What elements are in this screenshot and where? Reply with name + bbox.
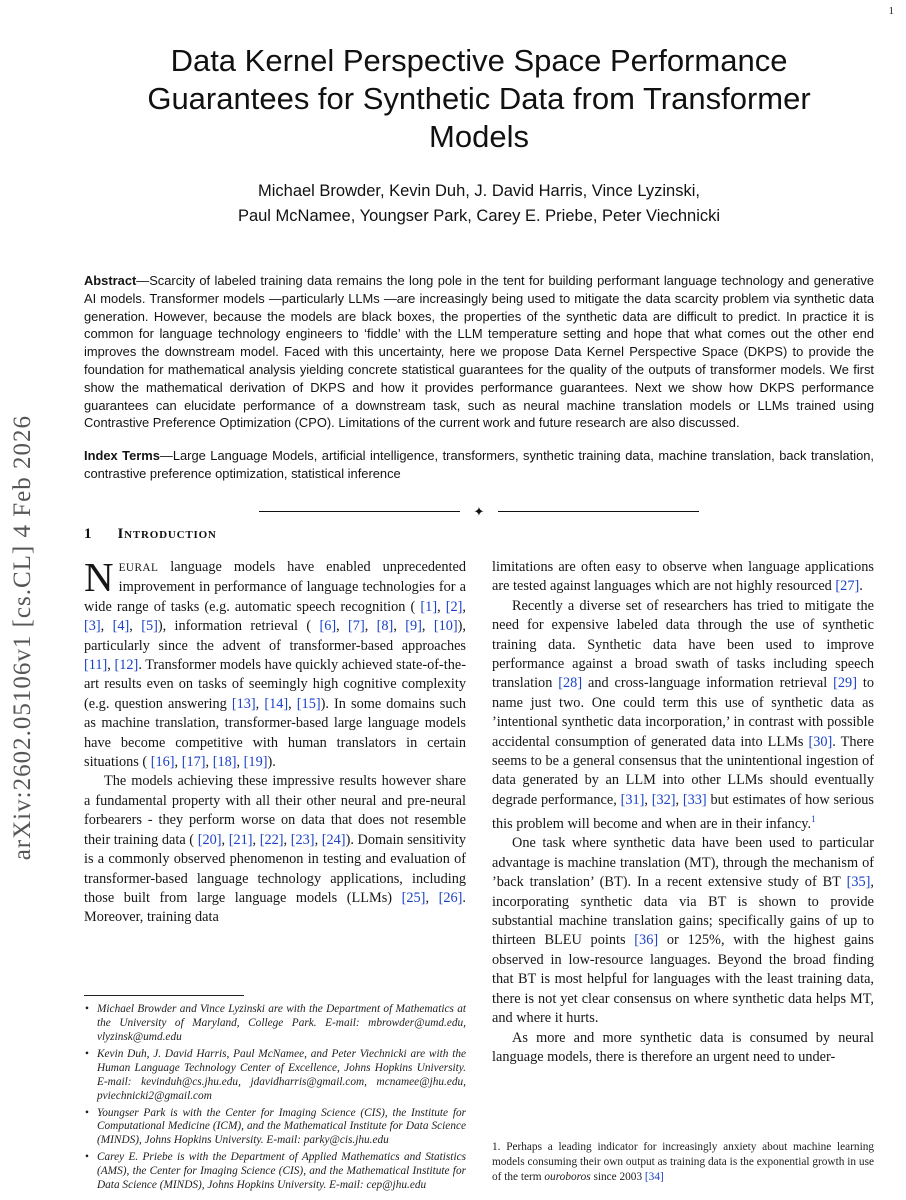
divider-star-icon: ✦ (473, 503, 485, 519)
abstract-paragraph (84, 272, 874, 432)
citation-link[interactable]: [13] (231, 695, 256, 712)
intro-paragraph-5: One task where synthetic data have been used to particular advantage is machine translation (MT), through the mechanism of ’back translation’ (BT). In a recent extensive study of BT [35], incorporating synthetic data via BT is shown to provide substantial machine translation gains; specifically gains of up to thirteen BLEU points [36] or 125%, with the highest gains observed in low-resource languages. Beyond the broad finding that BT is most helpful for languages with the least training data, there is not yet clear consensus on where synthetic data helps MT, and where it hurts. (492, 835, 874, 1027)
section-divider (259, 505, 699, 518)
section-number: 1 (84, 526, 92, 542)
citation-link[interactable]: [34] (644, 1170, 664, 1183)
index-terms-label: Index Terms (84, 448, 160, 464)
section-heading-introduction (84, 524, 466, 544)
affiliation-item: • Youngser Park is with the Center for Imaging Science (CIS), the Institute for Computational Medicine (ICM), and the Mathematical Institute for Data Science (MINDS), Johns Hopkins University. E-mail: parky@cis.jhu.edu (84, 1107, 466, 1149)
citation-link[interactable]: [26] (438, 889, 463, 906)
citation-link[interactable]: [17] (181, 754, 206, 771)
abstract-text: —Scarcity of labeled training data remains the long pole in the tent for building performant language technology and generative AI models. Transformer models —particularly LLMs —are increasingly being used to mitigate the data scarcity problem via synthetic data generation. However, because the models are black boxes, the properties of the synthetic data are difficult to predict. In practice it is common for language technology engineers to ‘fiddle’ with the LLM temperature setting and hope that what comes out the other end improves the downstream model. Faced with this uncertainty, here we propose Data Kernel Perspective Space (DKPS) to provide the foundation for mathematical analysis yielding concrete statistical guarantees for the quality of the outputs of transformer models. We first show the mathematical derivation of DKPS and how it provides performance guarantees. Next we show how DKPS performance guarantees can elucidate performance of a downstream task, such as neural machine translation models or LLMs trained using Contrastive Preference Optimization (CPO). Limitations of the current work and future research are also discussed. (84, 273, 874, 431)
section-title: Introduction (117, 526, 217, 542)
citation-link[interactable]: [2] (445, 598, 463, 615)
citation-link[interactable]: [14] (264, 695, 289, 712)
citation-link[interactable]: [33] (682, 791, 707, 808)
abstract-block (84, 272, 874, 518)
citation-link[interactable]: [22] (259, 831, 284, 848)
citation-link[interactable]: [11] (84, 657, 108, 674)
affiliation-list (84, 1003, 466, 1193)
citation-link[interactable]: [12] (114, 657, 139, 674)
citation-link[interactable]: [6] (319, 618, 337, 635)
citation-link[interactable]: [29] (833, 675, 857, 692)
citation-link[interactable]: [8] (376, 618, 394, 635)
citation-link[interactable]: [1] (420, 598, 438, 615)
affiliation-item: • Carey E. Priebe is with the Department of Applied Mathematics and Statistics (AMS), the Center for Imaging Science (CIS), and the Mathematical Institute for Data Science (MINDS), Johns Hopkins University. E-mail: cep@jhu.edu (84, 1151, 466, 1193)
intro-paragraph-4: Recently a diverse set of researchers has tried to mitigate the need for expensive labeled data through the use of synthetic training data. Synthetic data have been used to improve performance against a broad swath of tasks including speech translation [28] and cross-language information retrieval [29] to name just two. One could term this use of synthetic data as ’intentional synthetic data incorporation,’ in contrast with possible accidental consumption of generated data into LLMs [30]. There seems to be a general consensus that the unintentional ingestion of data generated by an LLM into other LLMs should eventually degrade performance, [31], [32], [33] but estimates of how serious this problem will become and when are in their infancy.$^1$ (492, 597, 875, 833)
citation-link[interactable]: [18] (212, 754, 237, 771)
index-terms-paragraph (84, 447, 874, 483)
citation-link[interactable]: [16] (150, 754, 175, 771)
dropcap-letter: N (84, 554, 114, 600)
intro-paragraph-3: limitations are often easy to observe when language applications are tested against languages which are not highly resourced [27]. (492, 559, 874, 595)
front-matter (84, 42, 874, 229)
citation-link[interactable]: [20] (197, 831, 222, 848)
citation-link[interactable]: [21] (228, 831, 253, 848)
citation-link[interactable]: [4] (112, 618, 130, 635)
lead-word: EURAL (118, 562, 159, 574)
divider-line-right (498, 511, 699, 512)
arxiv-watermark (2, 318, 44, 958)
two-column-body (84, 524, 874, 1196)
citation-link[interactable]: [28] (558, 675, 583, 692)
citation-link[interactable]: [25] (401, 889, 426, 906)
divider-line-left (259, 511, 460, 512)
author-line-2: Paul McNamee, Youngser Park, Carey E. Priebe, Peter Viechnicki (237, 207, 721, 226)
author-list (84, 179, 874, 229)
paper-title: Data Kernel Perspective Space Performance Guarantees for Synthetic Data from Transformer Models (147, 43, 811, 154)
arxiv-watermark-text: arXiv:2602.05106v1 [cs.CL] 4 Feb 2026 (9, 415, 36, 861)
citation-link[interactable]: [3] (84, 618, 101, 635)
citation-link[interactable]: [36] (634, 932, 659, 949)
page-number: 1 (888, 5, 894, 17)
affiliation-item: • Kevin Duh, J. David Harris, Paul McNamee, and Peter Viechnicki are with the Human Language Technology Center of Excellence, Johns Hopkins University. E-mail: kevinduh@cs.jhu.edu, jdavidharris@gmail.com, mcnamee@jhu.edu, pviechnicki2@gmail.com (84, 1048, 466, 1104)
footnote-1: 1. Perhaps a leading indicator for increasingly anxiety about machine learning models consuming their own output as training data is the exponential growth in use of the term ouroboros since 2003 [34] (492, 1140, 874, 1183)
citation-link[interactable]: [19] (243, 754, 268, 771)
intro-paragraph-1 (84, 554, 466, 772)
citation-link[interactable]: [35] (846, 874, 871, 891)
citation-link[interactable]: [15] (296, 695, 321, 712)
abstract-label: Abstract (84, 273, 137, 288)
citation-link[interactable]: [24] (321, 831, 346, 848)
right-column (492, 524, 874, 1196)
footnote-rule (84, 995, 244, 996)
intro-paragraph-2: The models achieving these impressive results however share a fundamental property with all their other neural and pre-neural forbearers - they perform worse on data that does not resemble their training data ( [20], [21], [22], [23], [24]). Domain sensitivity is a commonly observed phenomenon in testing and evaluation of transformer-based language technology applications, including those built from large language models (LLMs) [25], [26]. Moreover, training data (84, 773, 466, 926)
footnote-ref-link[interactable]: 1 (811, 814, 816, 825)
affiliation-item: • Michael Browder and Vince Lyzinski are with the Department of Mathematics at the University of Maryland, College Park. E-mail: mbrowder@umd.edu, vlyzinsk@umd.edu (84, 1003, 466, 1045)
author-affiliations-footnote (84, 995, 466, 1196)
citation-link[interactable]: [5] (141, 618, 158, 635)
citation-link[interactable]: [7] (348, 618, 365, 635)
citation-link[interactable]: [9] (405, 618, 422, 635)
citation-link[interactable]: [32] (651, 791, 676, 808)
citation-link[interactable]: [27] (835, 578, 860, 595)
index-terms-text: —Large Language Models, artificial intelligence, transformers, synthetic training data, machine translation, back translation, contrastive preference optimization, statistical inference (84, 448, 874, 481)
citation-link[interactable]: [23] (290, 831, 315, 848)
citation-link[interactable]: [31] (620, 791, 645, 808)
intro-paragraph-1-text: language models have enabled unprecedented improvement in performance of language technologies for a wide range of tasks (e.g. automatic speech recognition ( [1], [2], [3], [4], [5]), information retrieval ( [6], [7], [8], [9], [10]), particularly since the advent of transformer-based approaches [11], [12]. Transformer models have quickly achieved state-of-the-art results even on tasks of seemingly high cognitive complexity (e.g. question answering [13], [14], [15]). In some domains such as machine translation, transformer-based large language models have become competitive with human translators in certain situations ( [16], [17], [18], [19]). (84, 559, 466, 771)
author-line-1: Michael Browder, Kevin Duh, J. David Harris, Vince Lyzinski, (257, 182, 700, 201)
left-column (84, 524, 466, 1196)
intro-paragraph-6: As more and more synthetic data is consumed by neural language models, there is therefore an urgent need to under- (492, 1029, 874, 1065)
citation-link[interactable]: [10] (433, 618, 458, 635)
citation-link[interactable]: [30] (808, 733, 833, 750)
